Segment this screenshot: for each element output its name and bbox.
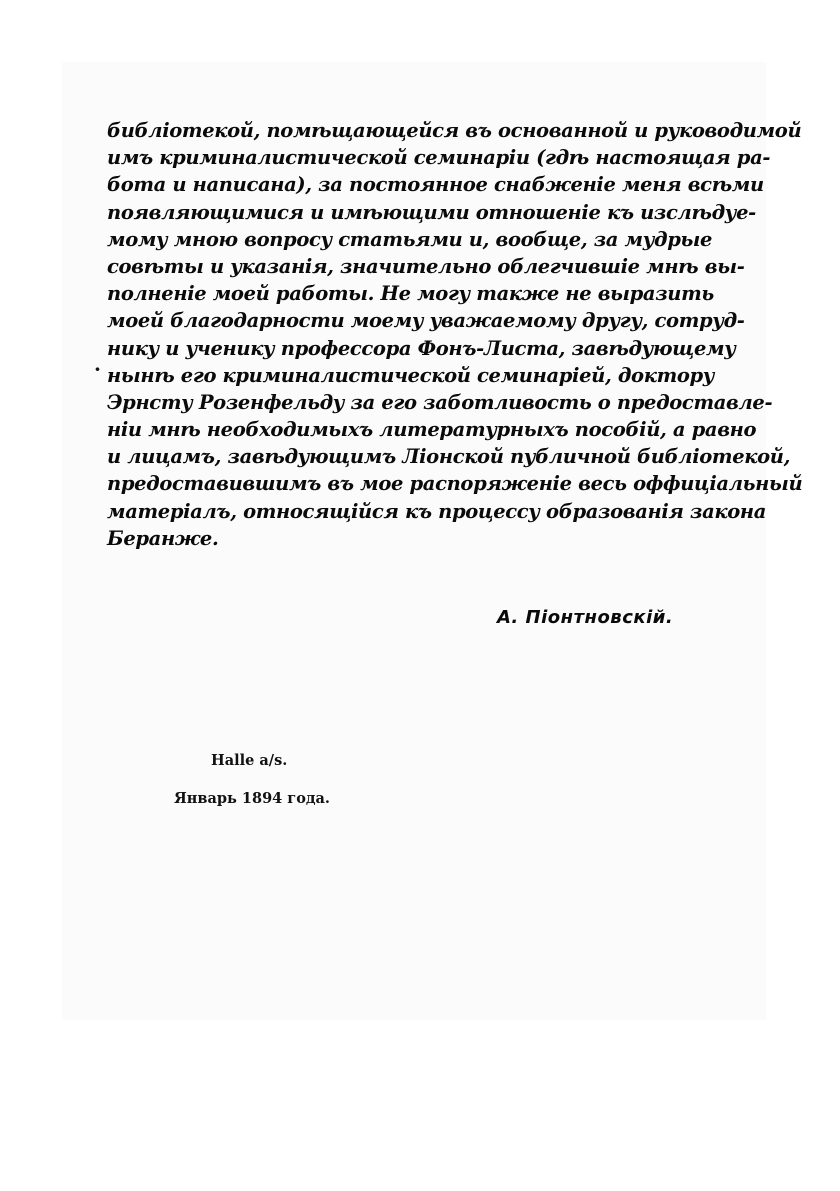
text-line: Эрнсту Розенфельду за его заботливость о предоставле- <box>107 390 773 414</box>
text-line: мому мною вопросу статьями и, вообще, за мудрые <box>107 227 713 251</box>
text-line: Беранже. <box>107 526 219 550</box>
text-line: совѣты и указанія, значительно облегчившіе мнѣ вы- <box>107 254 745 278</box>
text-line: нынѣ его криминалистической семинаріей, доктору <box>107 363 715 387</box>
text-line: нику и ученику профессора Фонъ-Листа, завѣдующему <box>107 336 736 360</box>
date-line: Январь 1894 года. <box>174 790 330 807</box>
author-signature: А. Піонтновскій. <box>497 607 674 628</box>
text-line: и лицамъ, завѣдующимъ Ліонской публичной библіотекой, <box>107 445 791 469</box>
text-line: библіотекой, помѣщающейся въ основанной и руководимой <box>107 119 802 142</box>
text-line: полненіе моей работы. Не могу также не выразить <box>107 282 714 306</box>
text-line: матеріалъ, относящійся къ процессу образованія закона <box>107 499 767 523</box>
text-line: появляющимися и имѣющими отношеніе къ изслѣдуе- <box>107 200 756 224</box>
text-line: имъ криминалистической семинаріи (гдѣ настоящая ра- <box>107 146 771 170</box>
text-line: ніи мнѣ необходимыхъ литературныхъ пособій, а равно <box>107 418 757 442</box>
text-line: моей благодарности моему уважаемому другу, сотруд- <box>107 309 745 333</box>
text-line: бота и написана), за постоянное снабженіе меня всѣми <box>107 173 764 197</box>
text-line: предоставившимъ въ мое распоряженіе весь оффиціальный <box>107 472 803 496</box>
margin-mark: · <box>94 357 101 381</box>
place-line: Halle a/s. <box>211 752 288 769</box>
body-paragraph <box>107 117 803 552</box>
